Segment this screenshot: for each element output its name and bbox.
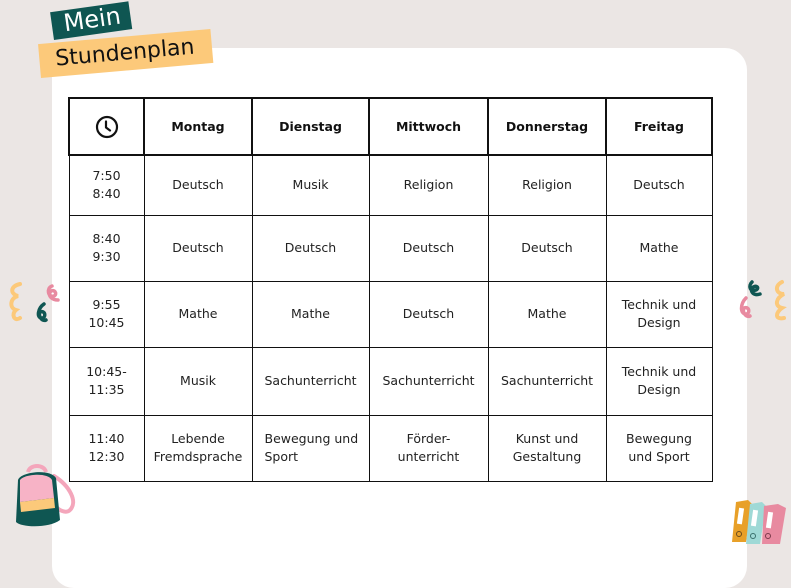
- subject-cell: Deutsch: [606, 155, 712, 215]
- time-end: 10:45: [88, 315, 125, 330]
- subject-cell: Sachunterricht: [252, 347, 369, 415]
- day-header-monday: Montag: [144, 98, 252, 155]
- subject-cell: Musik: [252, 155, 369, 215]
- time-cell: [69, 215, 144, 281]
- table-row: [69, 281, 712, 347]
- subject-cell: Musik: [144, 347, 252, 415]
- subject-cell: Deutsch: [369, 281, 488, 347]
- time-cell: [69, 281, 144, 347]
- subject-cell: Mathe: [144, 281, 252, 347]
- time-start: 10:45-: [86, 364, 127, 379]
- title-line-2: Stundenplan: [38, 29, 214, 78]
- subject-cell: Deutsch: [144, 215, 252, 281]
- subject-cell: Mathe: [606, 215, 712, 281]
- timetable: [68, 97, 713, 482]
- folders-icon: [730, 496, 788, 548]
- table-row: [69, 155, 712, 215]
- confetti-left-icon: [6, 278, 60, 326]
- subject-cell: Bewegung und Sport: [252, 415, 369, 481]
- subject-cell: Religion: [369, 155, 488, 215]
- page-title: [0, 0, 240, 100]
- table-row: [69, 215, 712, 281]
- subject-cell: Sachunterricht: [488, 347, 606, 415]
- time-end: 12:30: [88, 449, 125, 464]
- table-row: [69, 347, 712, 415]
- table-row: [69, 415, 712, 481]
- subject-cell: Religion: [488, 155, 606, 215]
- backpack-icon: [10, 462, 82, 532]
- day-header-tuesday: Dienstag: [252, 98, 369, 155]
- subject-cell: Mathe: [488, 281, 606, 347]
- day-header-wednesday: Mittwoch: [369, 98, 488, 155]
- time-end: 8:40: [92, 186, 121, 202]
- title-line-1: Mein: [50, 1, 132, 40]
- time-end: 11:35: [88, 382, 125, 397]
- day-header-thursday: Donnerstag: [488, 98, 606, 155]
- clock-icon: [95, 115, 119, 139]
- subject-cell: Deutsch: [144, 155, 252, 215]
- subject-cell: Lebende Fremdsprache: [144, 415, 252, 481]
- subject-cell: Deutsch: [369, 215, 488, 281]
- subject-cell: Bewegung und Sport: [606, 415, 712, 481]
- subject-cell: Technik und Design: [606, 281, 712, 347]
- time-cell: [69, 155, 144, 215]
- subject-cell: Mathe: [252, 281, 369, 347]
- time-start: 7:50: [92, 168, 121, 184]
- subject-cell: Deutsch: [252, 215, 369, 281]
- subject-cell: Sachunterricht: [369, 347, 488, 415]
- confetti-right-icon: [738, 278, 791, 326]
- table-header-row: [69, 98, 712, 155]
- subject-cell: Kunst und Gestaltung: [488, 415, 606, 481]
- time-start: 9:55: [92, 297, 121, 312]
- time-cell: [69, 347, 144, 415]
- subject-cell: Technik und Design: [606, 347, 712, 415]
- day-header-friday: Freitag: [606, 98, 712, 155]
- time-end: 9:30: [92, 249, 121, 264]
- subject-cell: Förder- unterricht: [369, 415, 488, 481]
- subject-cell: Deutsch: [488, 215, 606, 281]
- time-start: 8:40: [92, 231, 121, 246]
- time-start: 11:40: [88, 431, 125, 446]
- time-column-header: [69, 98, 144, 155]
